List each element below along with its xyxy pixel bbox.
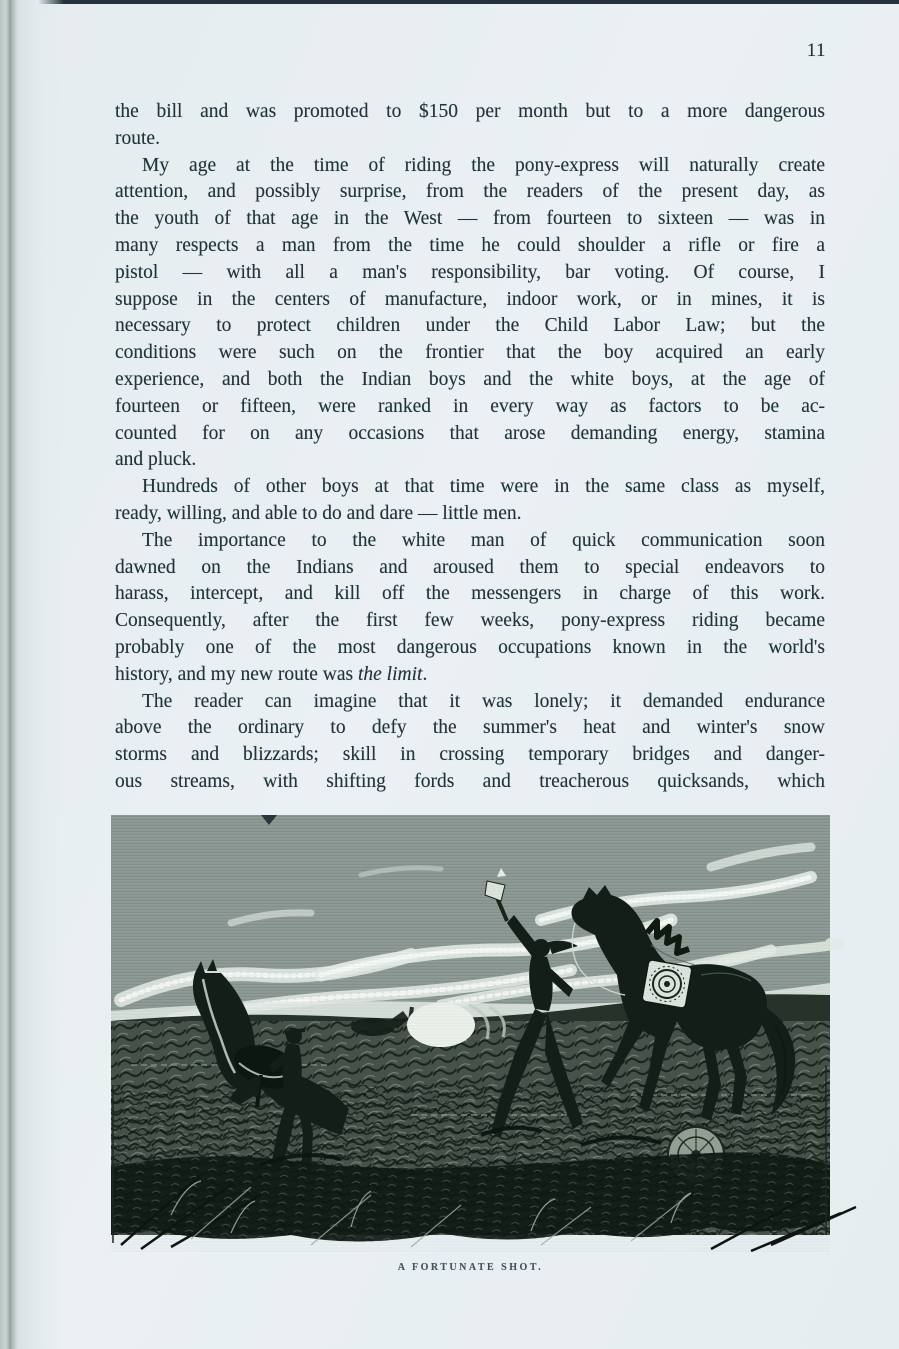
text-line: probably one of the most dangerous occupations known in the world's [115, 636, 825, 658]
text-line: above the ordinary to defy the summer's heat and winter's snow [115, 717, 825, 739]
text-line: history, and my new route was the limit. [115, 663, 428, 685]
text-line: The reader can imagine that it was lonely; it demanded endurance [142, 690, 825, 712]
text-line: harass, intercept, and kill off the messengers in charge of this work. [115, 583, 825, 605]
figure-caption: A FORTUNATE SHOT. [397, 1262, 544, 1273]
text-line: ready, willing, and able to do and dare — little men. [115, 502, 522, 524]
text-line: counted for on any occasions that arose demanding energy, stamina [115, 422, 825, 444]
paragraph [115, 689, 825, 796]
text-line: ous streams, with shifting fords and treacherous quicksands, which [115, 770, 825, 792]
text-line: Consequently, after the first few weeks, pony-express riding became [115, 610, 825, 632]
text-line: suppose in the centers of manufacture, indoor work, or in mines, it is [115, 288, 825, 310]
text-line: the bill and was promoted to $150 per month but to a more dangerous [115, 101, 825, 122]
paragraph [115, 474, 825, 528]
text-line: Hundreds of other boys at that time were in the same class as myself, [142, 476, 825, 498]
text-line: fourteen or fifteen, were ranked in every way as factors to be ac- [115, 395, 825, 417]
text-line: and pluck. [115, 449, 197, 471]
figure [111, 815, 830, 1252]
text-line: route. [115, 127, 160, 149]
text-line: necessary to protect children under the Child Labor Law; but the [115, 315, 825, 337]
engraving-illustration [111, 815, 830, 1252]
text-line: dawned on the Indians and aroused them to special endeavors to [115, 556, 825, 578]
text-line: My age at the time of riding the pony-express will naturally create [142, 154, 825, 176]
scan-top-edge [0, 0, 899, 4]
text-line: The importance to the white man of quick communication soon [142, 529, 825, 551]
plate-edges [111, 815, 830, 1252]
paragraph [115, 99, 825, 153]
text-line: the youth of that age in the West — from fourteen to sixteen — was in [115, 208, 825, 230]
page-gutter-edge [0, 0, 64, 1349]
text-line: many respects a man from the time he could shoulder a rifle or fire a [115, 234, 825, 256]
paragraph [115, 153, 825, 475]
page-number: 11 [806, 40, 826, 61]
body-text [115, 99, 825, 796]
paragraph [115, 528, 825, 689]
text-line: experience, and both the Indian boys and the white boys, at the age of [115, 368, 825, 390]
text-line: conditions were such on the frontier that the boy acquired an early [115, 342, 825, 364]
text-line: pistol — with all a man's responsibility, bar voting. Of course, I [115, 261, 825, 283]
text-line: storms and blizzards; skill in crossing temporary bridges and danger- [115, 744, 825, 766]
text-line: attention, and possibly surprise, from the readers of the present day, as [115, 181, 825, 203]
